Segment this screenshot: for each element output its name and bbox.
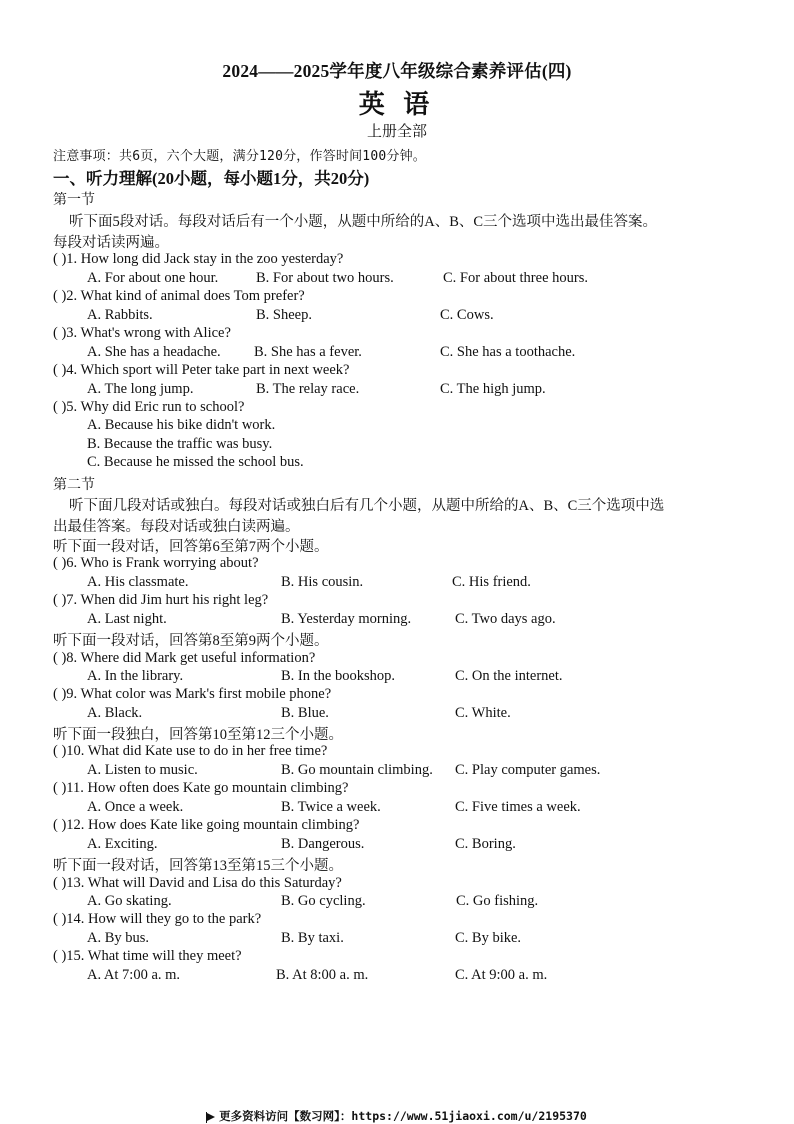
- exam-notice: 注意事项：共6页，六个大题，满分120分，作答时间100分钟。: [53, 149, 426, 164]
- q7-option-b: B. Yesterday morning.: [281, 611, 412, 627]
- question-4: ( )4. Which sport will Peter take part in next week?: [53, 362, 350, 378]
- part-1-label: 第一节: [53, 193, 95, 208]
- q12-option-b: B. Dangerous.: [281, 836, 365, 852]
- q4-option-c: C. The high jump.: [440, 381, 546, 397]
- question-12: ( )12. How does Kate like going mountain climbing?: [53, 817, 360, 833]
- section-1-heading: 一、听力理解(20小题，每小题1分，共20分): [53, 169, 370, 188]
- question-9: ( )9. What color was Mark's first mobile phone?: [53, 686, 332, 702]
- q14-option-b: B. By taxi.: [281, 930, 344, 946]
- q14-option-c: C. By bike.: [455, 930, 522, 946]
- question-11: ( )11. How often does Kate go mountain climbing?: [53, 780, 349, 796]
- q4-option-b: B. The relay race.: [256, 381, 360, 397]
- q5-option-c: C. Because he missed the school bus.: [87, 454, 304, 470]
- group-13-15-intro: 听下面一段对话，回答第13至第15三个小题。: [53, 858, 343, 874]
- q9-option-c: C. White.: [455, 705, 511, 721]
- q5-option-a: A. Because his bike didn't work.: [87, 417, 276, 433]
- q13-option-c: C. Go fishing.: [456, 893, 539, 909]
- q11-option-a: A. Once a week.: [87, 799, 184, 815]
- question-1: ( )1. How long did Jack stay in the zoo yesterday?: [53, 251, 344, 267]
- q8-option-b: B. In the bookshop.: [281, 668, 395, 684]
- footer-link[interactable]: 更多资料访问【数习网】：https://www.51jiaoxi.com/u/2195370: [219, 1109, 587, 1123]
- question-14: ( )14. How will they go to the park?: [53, 911, 262, 927]
- q2-option-b: B. Sheep.: [256, 307, 312, 323]
- q7-option-c: C. Two days ago.: [455, 611, 556, 627]
- q7-option-a: A. Last night.: [87, 611, 167, 627]
- q15-option-a: A. At 7:00 a. m.: [87, 967, 181, 983]
- q1-option-c: C. For about three hours.: [443, 270, 588, 286]
- q10-option-b: B. Go mountain climbing.: [281, 762, 433, 778]
- q1-option-b: B. For about two hours.: [256, 270, 394, 286]
- q15-option-c: C. At 9:00 a. m.: [455, 967, 548, 983]
- q3-option-b: B. She has a fever.: [254, 344, 362, 360]
- q1-option-a: A. For about one hour.: [87, 270, 219, 286]
- q2-option-c: C. Cows.: [440, 307, 494, 323]
- q4-option-a: A. The long jump.: [87, 381, 194, 397]
- q9-option-b: B. Blue.: [281, 705, 329, 721]
- question-7: ( )7. When did Jim hurt his right leg?: [53, 592, 269, 608]
- question-5: ( )5. Why did Eric run to school?: [53, 399, 245, 415]
- q6-option-c: C. His friend.: [452, 574, 531, 590]
- question-10: ( )10. What did Kate use to do in her free time?: [53, 743, 328, 759]
- group-10-12-intro: 听下面一段独白，回答第10至第12三个小题。: [53, 727, 343, 743]
- q11-option-b: B. Twice a week.: [281, 799, 381, 815]
- group-6-7-intro: 听下面一段对话，回答第6至第7两个小题。: [53, 539, 329, 555]
- exam-scope: 上册全部: [366, 124, 427, 140]
- q13-option-b: B. Go cycling.: [281, 893, 366, 909]
- question-8: ( )8. Where did Mark get useful information?: [53, 650, 316, 666]
- q13-option-a: A. Go skating.: [87, 893, 172, 909]
- subject-title: 英 语: [358, 90, 436, 119]
- q12-option-a: A. Exciting.: [87, 836, 158, 852]
- flag-icon: [207, 1113, 215, 1121]
- question-2: ( )2. What kind of animal does Tom prefer?: [53, 288, 305, 304]
- part-1-instructions-cont: 每段对话读两遍。: [53, 235, 169, 251]
- q15-option-b: B. At 8:00 a. m.: [276, 967, 369, 983]
- part-1-instructions: 听下面5段对话。每段对话后有一个小题，从题中所给的A、B、C三个选项中选出最佳答案。: [69, 214, 658, 230]
- q6-option-b: B. His cousin.: [281, 574, 364, 590]
- group-8-9-intro: 听下面一段对话，回答第8至第9两个小题。: [53, 633, 329, 649]
- question-13: ( )13. What will David and Lisa do this Saturday?: [53, 875, 342, 891]
- q6-option-a: A. His classmate.: [87, 574, 189, 590]
- q5-option-b: B. Because the traffic was busy.: [87, 436, 273, 452]
- question-3: ( )3. What's wrong with Alice?: [53, 325, 231, 341]
- q11-option-c: C. Five times a week.: [455, 799, 581, 815]
- part-2-instructions-cont: 出最佳答案。每段对话或独白读两遍。: [53, 519, 300, 535]
- part-2-instructions: 听下面几段对话或独白。每段对话或独白后有几个小题，从题中所给的A、B、C三个选项中选: [69, 498, 665, 514]
- q2-option-a: A. Rabbits.: [87, 307, 153, 323]
- q8-option-a: A. In the library.: [87, 668, 184, 684]
- q3-option-c: C. She has a toothache.: [440, 344, 576, 360]
- q9-option-a: A. Black.: [87, 705, 143, 721]
- exam-title: 2024——2025学年度八年级综合素养评估(四): [222, 61, 572, 81]
- q3-option-a: A. She has a headache.: [87, 344, 221, 360]
- q12-option-c: C. Boring.: [455, 836, 516, 852]
- question-6: ( )6. Who is Frank worrying about?: [53, 555, 259, 571]
- q8-option-c: C. On the internet.: [455, 668, 563, 684]
- q14-option-a: A. By bus.: [87, 930, 150, 946]
- q10-option-c: C. Play computer games.: [455, 762, 601, 778]
- q10-option-a: A. Listen to music.: [87, 762, 198, 778]
- page-footer: [0, 1108, 794, 1124]
- part-2-label: 第二节: [53, 478, 95, 493]
- question-15: ( )15. What time will they meet?: [53, 948, 242, 964]
